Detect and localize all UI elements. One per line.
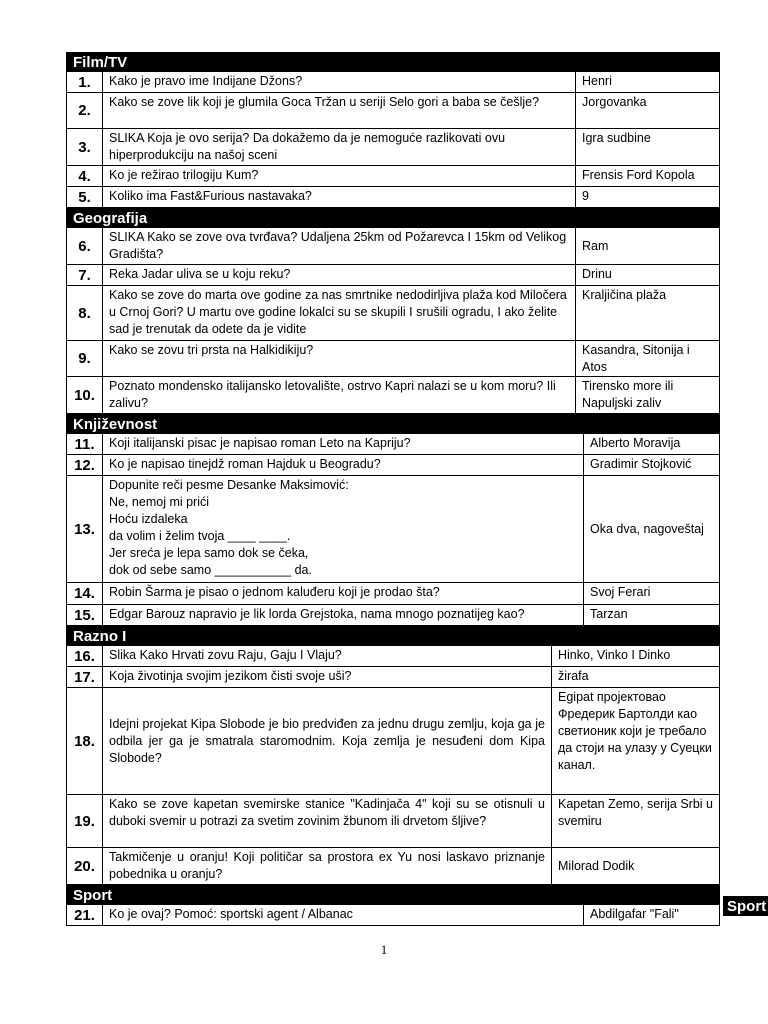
answer-text: Gradimir Stojković xyxy=(590,457,692,471)
question-text: Koji italijanski pisac je napisao roman Leto na Kapriju? xyxy=(103,434,584,454)
section-header-sport: Sport xyxy=(66,885,720,905)
question-number: 18. xyxy=(67,688,103,794)
question-number: 3. xyxy=(67,129,103,165)
table-row xyxy=(66,377,720,414)
answer-text: Kraljičina plaža xyxy=(582,288,667,302)
question-text: Slika Kako Hrvati zovu Raju, Gaju I Vlaju? xyxy=(103,646,552,666)
question-text: Edgar Barouz napravio je lik lorda Grejstoka, nama mnogo poznatijeg kao? xyxy=(103,605,584,625)
answer-text: žirafa xyxy=(558,669,589,683)
question-text: SLIKA Kako se zove ova tvrđava? Udaljena 25km od Požarevca I 15km od Velikog Gradišta? xyxy=(103,228,576,264)
table-row xyxy=(66,646,720,667)
answer-text: Tarzan xyxy=(590,607,628,621)
table-row xyxy=(66,187,720,208)
answer-text: Henri xyxy=(582,74,612,88)
section-header-knjizevnost: Književnost xyxy=(66,414,720,434)
answer-text: Kapetan Zemo, serija Srbi u svemiru xyxy=(558,797,713,828)
section-header-film-tv: Film/TV xyxy=(66,52,720,72)
table-row xyxy=(66,476,720,583)
question-number: 6. xyxy=(67,228,103,264)
table-row xyxy=(66,848,720,885)
table-row xyxy=(66,455,720,476)
answer-text: Oka dva, nagoveštaj xyxy=(590,521,704,536)
question-text: Ko je ovaj? Pomoć: sportski agent / Albanac xyxy=(103,905,584,925)
question-number: 15. xyxy=(67,605,103,625)
table-row xyxy=(66,434,720,455)
page-number: 1 xyxy=(380,942,388,957)
question-number: 17. xyxy=(67,667,103,687)
answer-text: Drinu xyxy=(582,267,612,281)
question-text: Reka Jadar uliva se u koju reku? xyxy=(103,265,576,285)
question-number: 2. xyxy=(67,93,103,128)
section-header-razno: Razno I xyxy=(66,626,720,646)
table-row xyxy=(66,688,720,795)
answer-text: Abdilgafar "Fali" xyxy=(590,907,679,921)
table-row xyxy=(66,341,720,377)
section-header-geografija: Geografija xyxy=(66,208,720,228)
question-number: 11. xyxy=(67,434,103,454)
question-number: 13. xyxy=(67,476,103,582)
answer-text: Igra sudbine xyxy=(582,131,651,145)
answer-text: Milorad Dodik xyxy=(558,858,635,873)
answer-text: Frensis Ford Kopola xyxy=(582,168,695,182)
question-number: 8. xyxy=(67,286,103,340)
answer-text: Hinko, Vinko I Dinko xyxy=(558,648,671,662)
question-number: 5. xyxy=(67,187,103,207)
question-number: 9. xyxy=(67,341,103,376)
table-row xyxy=(66,795,720,848)
question-text: Koliko ima Fast&Furious nastavaka? xyxy=(103,187,576,207)
table-row xyxy=(66,265,720,286)
answer-text: Egipat пројектовао Фредерик Бартолди као светионик који је требало да стоји на улазу у Суецки канал. xyxy=(558,690,712,772)
question-text: Takmičenje u oranju! Koji političar sa prostora ex Yu nosi laskavo priznanje pobednika u oranju? xyxy=(103,848,552,884)
question-text: Dopunite reči pesme Desanke Maksimović: Ne, nemoj mi prići Hoću izdaleka da volim i želim tvoja ____ ____. Jer sreća je lepa samo dok se čeka, dok od sebe samo ___________ da. xyxy=(103,476,584,582)
question-text: Kako se zove do marta ove godine za nas smrtnike nedodirljiva plaža kod Miločera u Crnoj Gori? U martu ove godine lokalci su se skupili I srušili ogradu, I ako želite sad je trenutak da odete da je vidite xyxy=(103,286,576,340)
answer-text: Kasandra, Sitonija i Atos xyxy=(582,343,690,374)
table-row xyxy=(66,286,720,341)
question-number: 14. xyxy=(67,583,103,604)
question-number: 12. xyxy=(67,455,103,475)
question-number: 1. xyxy=(67,72,103,92)
question-number: 10. xyxy=(67,377,103,413)
table-row xyxy=(66,72,720,93)
question-text: Koja životinja svojim jezikom čisti svoje uši? xyxy=(103,667,552,687)
question-text: Kako se zovu tri prsta na Halkidikiju? xyxy=(103,341,576,376)
table-row xyxy=(66,166,720,187)
section-header-sport-overflow: Sport xyxy=(723,896,768,916)
question-text: Ko je napisao tinejdž roman Hajduk u Beogradu? xyxy=(103,455,584,475)
answer-text: Svoj Ferari xyxy=(590,585,651,599)
question-text: SLIKA Koja je ovo serija? Da dokažemo da je nemoguće razlikovati ovu hiperprodukciju na našoj sceni xyxy=(103,129,576,165)
table-row xyxy=(66,228,720,265)
quiz-table xyxy=(66,52,720,926)
question-text: Ko je režirao trilogiju Kum? xyxy=(103,166,576,186)
question-number: 20. xyxy=(67,848,103,884)
question-number: 19. xyxy=(67,795,103,847)
question-number: 16. xyxy=(67,646,103,666)
question-number: 7. xyxy=(67,265,103,285)
question-number: 4. xyxy=(67,166,103,186)
question-number: 21. xyxy=(67,905,103,925)
question-text: Idejni projekat Kipa Slobode je bio predviđen za jednu drugu zemlju, koja ga je odbila jer ga je smatrala staromodnim. Koja zemlja je nesuđeni dom Kipa Slobode? xyxy=(103,688,552,794)
table-row xyxy=(66,583,720,605)
question-text: Kako se zove lik koji je glumila Goca Tržan u seriji Selo gori a baba se češlje? xyxy=(103,93,576,128)
question-text: Robin Šarma je pisao o jednom kaluđeru koji je prodao šta? xyxy=(103,583,584,604)
table-row xyxy=(66,667,720,688)
answer-text: Jorgovanka xyxy=(582,95,647,109)
table-row xyxy=(66,129,720,166)
question-text: Kako se zove kapetan svemirske stanice "Kadinjača 4" koji su se otisnuli u duboki svemir u potrazi za svetim zovinim žbunom ili drvetom šljive? xyxy=(103,795,552,847)
answer-text: Ram xyxy=(582,238,609,253)
question-text: Kako je pravo ime Indijane Džons? xyxy=(103,72,576,92)
question-text: Poznato mondensko italijansko letovalište, ostrvo Kapri nalazi se u kom moru? Ili zalivu? xyxy=(103,377,576,413)
answer-text: 9 xyxy=(582,189,589,203)
table-row xyxy=(66,605,720,626)
answer-text: Tirensko more ili Napuljski zaliv xyxy=(582,379,674,410)
table-row xyxy=(66,905,720,926)
table-row xyxy=(66,93,720,129)
answer-text: Alberto Moravija xyxy=(590,436,681,450)
